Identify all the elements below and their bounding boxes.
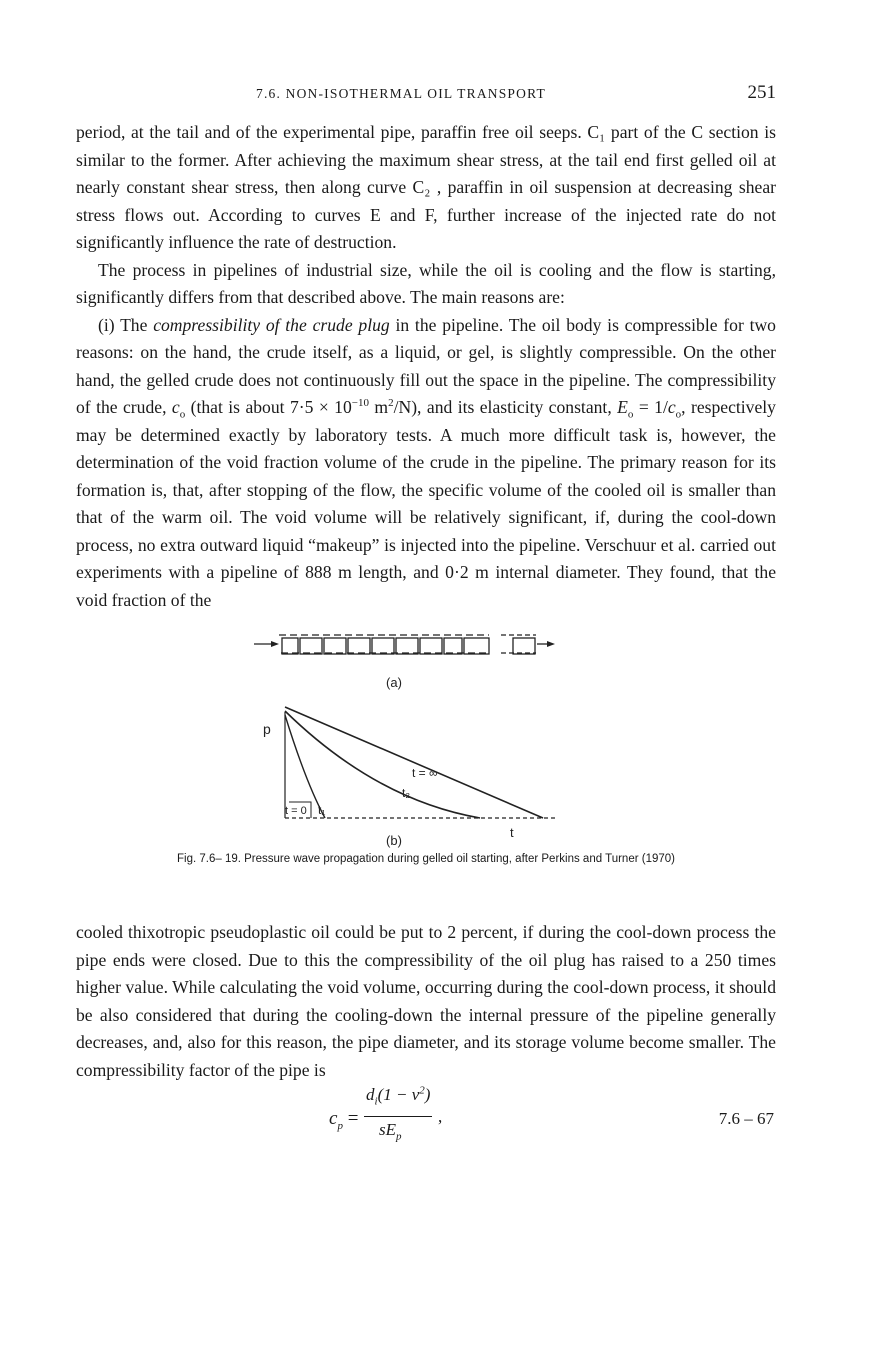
body-text-top <box>76 119 776 614</box>
equation-7-6-67 <box>76 1085 776 1155</box>
page-number: 251 <box>747 82 776 103</box>
para3-part2: (that is about 7·5 × 10 <box>185 397 352 417</box>
paragraph-1: period, at the tail and of the experimental pipe, paraffin free oil seeps. C₁ part of the C section is similar to the former. After achieving the maximum shear stress, at the tail end first gelled oil at nearly constant shear stress, then along curve C₂ , paraffin in oil suspension at decreasing shear stress flows out. According to curves E and F, further increase of the injected rate do not significantly influence the rate of destruction. <box>76 122 776 252</box>
plug-segment <box>282 638 298 654</box>
curve-label-t-infinity: t = ∞ <box>412 766 438 780</box>
exp-2: 2 <box>388 397 394 410</box>
axis-p-label: p <box>263 721 271 737</box>
symbol-c: c <box>171 397 180 417</box>
eq-den-sub: p <box>396 1130 402 1143</box>
inflow-arrow-icon <box>271 641 279 647</box>
plug-segment <box>300 638 322 654</box>
pipe-schematic <box>254 635 555 654</box>
symbol-E: E <box>617 397 628 417</box>
plug-segment <box>513 638 535 654</box>
figure-drawing <box>76 615 776 850</box>
equation-number: 7.6 – 67 <box>718 1109 774 1128</box>
eq-num-close: ) <box>424 1085 431 1104</box>
symbol-c-2: c <box>667 397 676 417</box>
plug-segment <box>444 638 462 654</box>
plug-segment <box>372 638 394 654</box>
curve-label-t1: t₁ <box>318 803 326 817</box>
eq-equals: = <box>342 1108 359 1129</box>
figure-label-a: (a) <box>386 675 402 690</box>
body-text-bottom <box>76 919 776 1084</box>
plug-segment <box>324 638 346 654</box>
eq-den-sE: sE <box>379 1120 396 1139</box>
para3-part1: in the pipeline. The oil body is compressible for two reasons: on the hand, the crude itself, as a liquid, or gel, is slightly compressible. On the other hand, the gelled crude does not continuously fill out the space in the pipeline. The compressibility of the crude, <box>76 314 776 417</box>
paragraph-4: cooled thixotropic pseudoplastic oil could be put to 2 percent, if during the cool-down process the pipe ends were closed. Due to this the compressibility of the oil plug has raised to a 250 times higher value. While calculating the void volume, occurring during the cool-down process, it should be also considered that during the cooling-down the internal pressure of the pipeline generally decreases, and, also for this reason, the pipe diameter, and its storage volume become smaller. The compressibility factor of the pipe is <box>76 922 776 1080</box>
paragraph-2: The process in pipelines of industrial size, while the oil is cooling and the flow is starting, significantly differs from that described above. The main reasons are: <box>76 259 776 307</box>
fraction-bar <box>364 1116 432 1117</box>
axis-t-label: t <box>510 825 514 840</box>
para3-lead: (i) The <box>98 314 154 335</box>
plug-segment <box>348 638 370 654</box>
para3-part5: = 1/ <box>633 397 668 417</box>
para3-part6: , respectively may be determined exactly by laboratory tests. A much more difficult task is, however, the determination of the void fraction volume of the crude in the pipeline. The primary reason for its formation is, that, after stopping of the flow, the specific volume of the cooled oil is smaller than that of the warm oil. The void volume will be relatively significant, if, during the cool-down process, no extra outward liquid “makeup” is injected into the pipeline. Verschuur et al. carried out experiments with a pipeline of 888 m length, and 0·2 m internal diameter. They found, that the void fraction of the <box>76 397 776 610</box>
eq-num-d-sub: i <box>374 1095 378 1108</box>
pressure-plot <box>285 707 556 818</box>
curve-label-t0: t = 0 <box>285 805 307 817</box>
para3-part3: m <box>369 397 389 417</box>
sub-o-3: o <box>675 408 682 421</box>
exp-neg10: −10 <box>351 397 369 410</box>
figure-7-6-19 <box>76 615 776 875</box>
paragraph-3 <box>76 312 776 615</box>
curve-t-infinity <box>285 707 543 818</box>
equation-denominator <box>379 1120 402 1143</box>
equation-lhs <box>329 1108 358 1130</box>
curve-label-t2: t₂ <box>402 786 410 800</box>
equation-comma: , <box>438 1107 443 1126</box>
sub-o: o <box>179 408 186 421</box>
curve-t2 <box>285 711 480 818</box>
figure-caption: Fig. 7.6– 19. Pressure wave propagation during gelled oil starting, after Perkins and Turner (1970) <box>177 853 675 865</box>
figure-label-b: (b) <box>386 833 402 848</box>
outflow-arrow-icon <box>547 641 555 647</box>
running-head: 7.6. NON-ISOTHERMAL OIL TRANSPORT <box>256 86 546 101</box>
eq-num-exp: 2 <box>419 1084 425 1097</box>
para3-part4: /N), and its elasticity constant, <box>393 397 618 417</box>
eq-lhs-sub: p <box>337 1119 343 1132</box>
plug-segment <box>396 638 418 654</box>
equation-numerator <box>366 1084 431 1108</box>
page-header <box>76 84 776 108</box>
para3-emphasis: compressibility of the crude plug <box>153 314 390 335</box>
eq-num-d: d <box>366 1085 375 1104</box>
sub-o-2: o <box>627 408 634 421</box>
eq-num-rest: (1 − ν <box>377 1085 420 1104</box>
eq-lhs-symbol: c <box>329 1108 338 1129</box>
plug-segment <box>420 638 442 654</box>
plug-segment <box>464 638 489 654</box>
